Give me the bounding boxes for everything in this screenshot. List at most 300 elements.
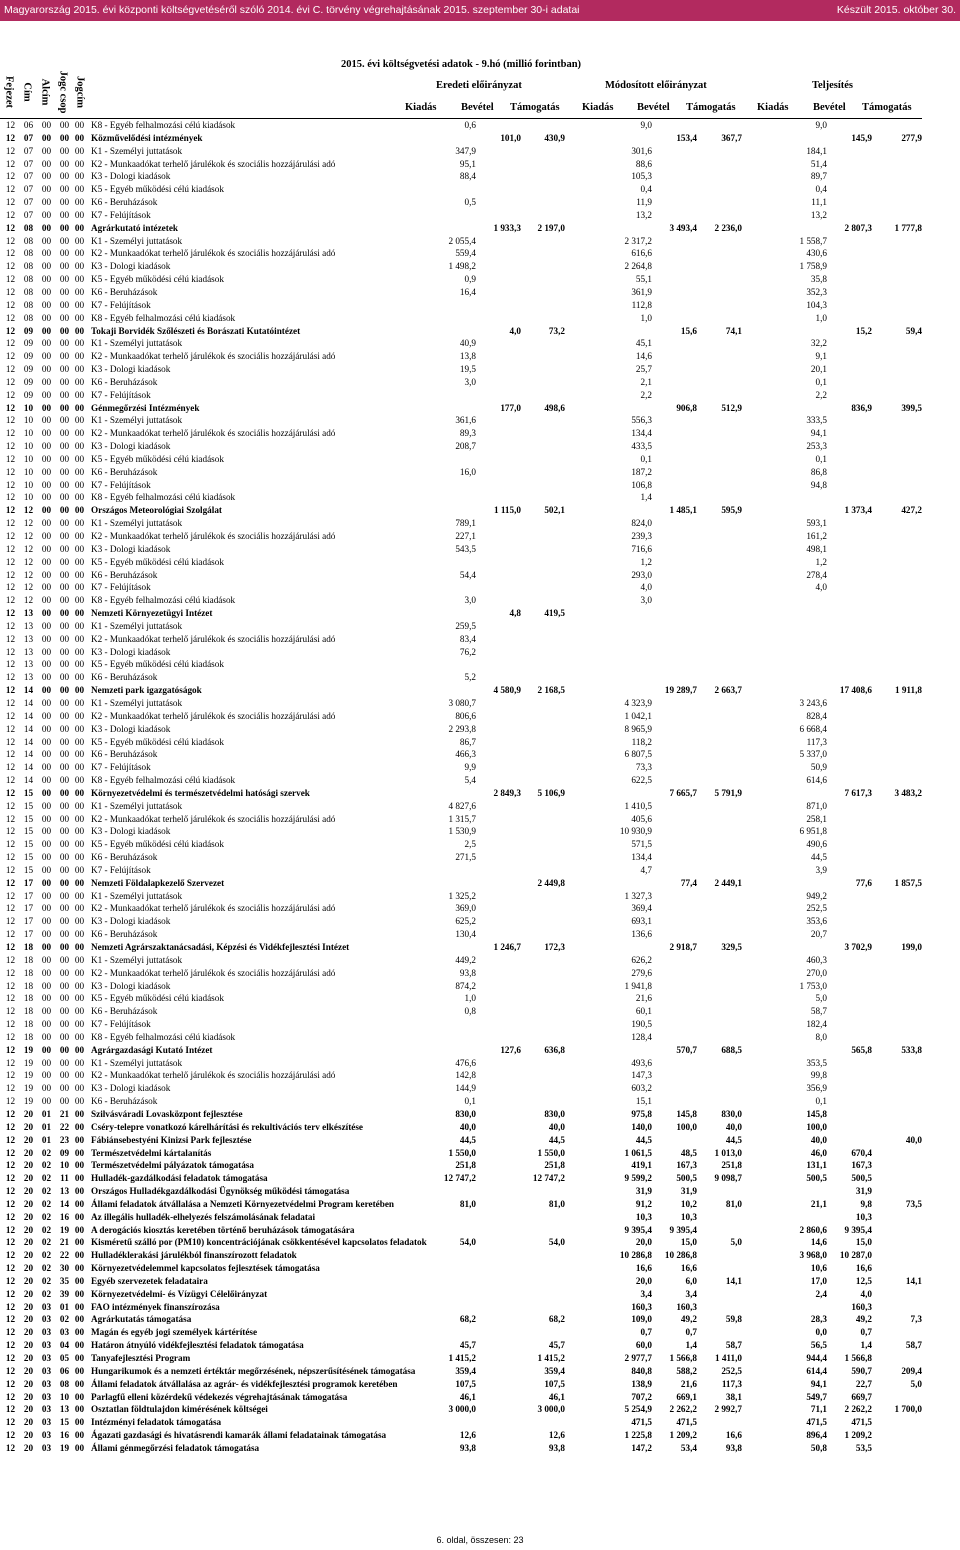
- value-cell: 830,0: [721, 1108, 742, 1119]
- value-cell: 112,8: [631, 299, 652, 310]
- value-cell: 60,0: [635, 1340, 652, 1351]
- code-cell: 09: [23, 376, 34, 387]
- code-cell: 03: [41, 1314, 52, 1325]
- description-cell: Agrárkutató intézetek: [91, 222, 179, 233]
- table-row: [0, 209, 960, 222]
- value-cell: 127,6: [500, 1044, 521, 1055]
- code-cell: 00: [41, 402, 52, 413]
- value-cell: 76,2: [459, 646, 476, 657]
- code-cell: 00: [59, 222, 70, 233]
- code-cell: 00: [74, 1327, 85, 1338]
- report-title: 2015. évi költségvetési adatok - 9.hó (millió forintban): [341, 59, 582, 70]
- value-cell: 2,4: [815, 1288, 827, 1299]
- value-cell: 88,6: [635, 158, 652, 169]
- value-cell: 77,6: [855, 877, 872, 888]
- code-cell: 14: [23, 762, 34, 773]
- table-row: [0, 1108, 960, 1121]
- code-cell: 12: [23, 582, 34, 593]
- code-cell: 00: [74, 145, 85, 156]
- value-cell: 5,0: [730, 1237, 742, 1248]
- code-cell: 12: [5, 531, 16, 541]
- code-cell: 12: [5, 1019, 16, 1030]
- code-cell: 12: [23, 543, 34, 554]
- description-cell: K5 - Egyéb működési célú kiadások: [91, 274, 224, 285]
- code-cell: 00: [74, 929, 85, 940]
- value-cell: 1 061,5: [624, 1147, 652, 1158]
- table-row: [0, 119, 960, 132]
- code-cell: 00: [59, 1096, 70, 1107]
- code-cell: 12: [5, 479, 16, 490]
- code-cell: 00: [59, 1031, 70, 1042]
- code-cell: 12: [5, 389, 16, 400]
- code-cell: 12: [5, 813, 16, 824]
- value-cell: 871,0: [806, 800, 827, 811]
- code-cell: 09: [23, 325, 34, 336]
- code-cell: 02: [59, 1314, 70, 1325]
- value-cell: 130,4: [455, 929, 476, 940]
- code-cell: 18: [23, 1019, 34, 1030]
- value-cell: 32,2: [810, 338, 827, 349]
- code-cell: 20: [23, 1211, 34, 1222]
- code-cell: 00: [59, 441, 70, 452]
- code-cell: 13: [23, 672, 34, 683]
- code-cell: 00: [74, 325, 85, 336]
- value-cell: 4 580,9: [493, 685, 521, 696]
- description-cell: K6 - Beruházások: [91, 1096, 158, 1107]
- table-row: [0, 1057, 960, 1070]
- table-row: [0, 1365, 960, 1378]
- code-cell: 00: [74, 1173, 85, 1184]
- value-cell: 31,9: [855, 1186, 872, 1197]
- code-cell: 12: [23, 569, 34, 580]
- code-cell: 00: [41, 351, 52, 362]
- code-cell: 08: [23, 248, 34, 259]
- table-row: [0, 620, 960, 633]
- value-cell: 590,7: [851, 1365, 872, 1376]
- value-cell: 828,4: [806, 710, 827, 721]
- value-cell: 0,6: [464, 120, 476, 130]
- code-cell: 12: [5, 1353, 16, 1363]
- code-cell: 12: [23, 556, 34, 567]
- code-cell: 00: [59, 967, 70, 978]
- value-cell: 45,7: [548, 1340, 565, 1351]
- code-cell: 00: [74, 813, 85, 824]
- code-cell: 00: [59, 787, 70, 798]
- value-cell: 3,4: [685, 1288, 697, 1299]
- code-cell: 12: [5, 775, 16, 786]
- value-cell: 14,1: [725, 1275, 742, 1286]
- code-cell: 00: [74, 428, 85, 439]
- budget-table: [0, 119, 960, 1455]
- code-cell: 00: [74, 620, 85, 631]
- description-cell: K2 - Munkaadókat terhelő járulékok és szociális hozzájárulási adó: [91, 248, 336, 259]
- value-cell: 1,2: [815, 556, 827, 567]
- description-cell: Nemzeti park igazgatóságok: [91, 685, 202, 696]
- code-cell: 20: [23, 1430, 34, 1441]
- code-cell: 12: [5, 222, 16, 233]
- value-cell: 2 262,2: [669, 1404, 697, 1415]
- value-cell: 430,9: [544, 132, 565, 143]
- code-cell: 12: [5, 1378, 16, 1389]
- code-cell: 12: [5, 197, 16, 208]
- code-cell: 15: [23, 813, 34, 824]
- description-cell: K6 - Beruházások: [91, 672, 158, 683]
- table-row: [0, 440, 960, 453]
- code-cell: 12: [5, 1237, 16, 1248]
- table-row: [0, 1249, 960, 1262]
- value-cell: 10,3: [855, 1211, 872, 1222]
- code-cell: 00: [74, 286, 85, 297]
- description-cell: K7 - Felújítások: [91, 762, 151, 773]
- table-row: [0, 145, 960, 158]
- code-cell: 00: [74, 1263, 85, 1274]
- description-cell: Nemzeti Agrárszaktanácsadási, Képzési és Vidékfejlesztési Intézet: [91, 942, 350, 952]
- code-cell: 00: [74, 505, 85, 516]
- table-row: [0, 453, 960, 466]
- code-cell: 14: [23, 736, 34, 747]
- table-row: [0, 1442, 960, 1455]
- code-cell: 00: [41, 479, 52, 490]
- value-cell: 0,7: [685, 1327, 697, 1338]
- value-cell: 1 857,5: [894, 877, 922, 888]
- table-row: [0, 581, 960, 594]
- code-cell: 09: [23, 364, 34, 375]
- value-cell: 20,1: [810, 364, 827, 375]
- code-cell: 12: [5, 890, 16, 901]
- code-cell: 00: [59, 145, 70, 156]
- code-cell: 12: [5, 209, 16, 220]
- code-cell: 12: [5, 1263, 16, 1274]
- description-cell: K5 - Egyéb működési célú kiadások: [91, 659, 224, 670]
- value-cell: 293,0: [631, 569, 652, 580]
- description-cell: Hulladéklerakási járulékból finanszírozott feladatok: [91, 1250, 297, 1261]
- code-cell: 12: [5, 402, 16, 413]
- value-cell: 0,4: [815, 184, 827, 195]
- subhead-kiadas-2: Kiadás: [582, 102, 614, 113]
- code-cell: 12: [5, 428, 16, 439]
- value-cell: 476,6: [455, 1057, 476, 1068]
- value-cell: 253,3: [806, 441, 827, 452]
- value-cell: 670,4: [851, 1147, 872, 1158]
- table-row: [0, 170, 960, 183]
- value-cell: 460,3: [806, 954, 827, 965]
- code-cell: 12: [5, 685, 16, 696]
- value-cell: 94,1: [810, 428, 827, 439]
- code-cell: 00: [59, 942, 70, 952]
- value-cell: 543,5: [455, 543, 476, 554]
- code-cell: 00: [74, 1198, 85, 1209]
- table-row: [0, 697, 960, 710]
- description-cell: Agrárkutatás támogatása: [91, 1314, 192, 1325]
- value-cell: 4,8: [509, 608, 521, 619]
- value-cell: 0,1: [464, 1096, 476, 1107]
- code-cell: 00: [59, 646, 70, 657]
- value-cell: 369,4: [631, 903, 652, 914]
- value-cell: 16,6: [855, 1263, 872, 1274]
- code-cell: 20: [23, 1391, 34, 1402]
- code-cell: 02: [41, 1237, 52, 1248]
- value-cell: 54,0: [459, 1237, 476, 1248]
- code-cell: 00: [74, 518, 85, 529]
- table-row: [0, 967, 960, 980]
- value-cell: 1,0: [464, 993, 476, 1004]
- code-cell: 00: [74, 1301, 85, 1312]
- value-cell: 1 225,8: [624, 1430, 652, 1441]
- code-cell: 12: [5, 1160, 16, 1171]
- code-cell: 15: [23, 800, 34, 811]
- table-row: [0, 684, 960, 697]
- code-cell: 00: [74, 1442, 85, 1453]
- table-row: [0, 941, 960, 954]
- code-cell: 02: [41, 1173, 52, 1184]
- description-cell: K1 - Személyi juttatások: [91, 800, 183, 811]
- code-cell: 00: [74, 749, 85, 760]
- code-cell: 00: [41, 248, 52, 259]
- code-cell: 00: [41, 158, 52, 169]
- code-cell: 00: [74, 261, 85, 272]
- value-cell: 53,4: [680, 1442, 697, 1453]
- value-cell: 3 493,4: [669, 222, 697, 233]
- description-cell: K2 - Munkaadókat terhelő járulékok és szociális hozzájárulási adó: [91, 531, 336, 541]
- description-cell: Hulladék-gazdálkodási feladatok támogatása: [91, 1173, 268, 1184]
- code-cell: 00: [41, 1006, 52, 1017]
- table-row: [0, 980, 960, 993]
- value-cell: 359,4: [544, 1365, 565, 1376]
- value-cell: 7 665,7: [669, 787, 697, 798]
- code-cell: 00: [41, 672, 52, 683]
- code-cell: 12: [5, 1314, 16, 1325]
- value-cell: 12 747,2: [443, 1173, 476, 1184]
- value-cell: 824,0: [631, 518, 652, 529]
- code-cell: 00: [74, 1083, 85, 1094]
- code-cell: 13: [23, 620, 34, 631]
- value-cell: 1,4: [685, 1340, 697, 1351]
- code-cell: 12: [5, 415, 16, 426]
- code-cell: 20: [23, 1365, 34, 1376]
- code-cell: 13: [23, 646, 34, 657]
- description-cell: Tokaji Borvidék Szőlészeti és Borászati Kutatóintézet: [91, 325, 301, 336]
- value-cell: 2 977,7: [624, 1353, 652, 1363]
- code-cell: 00: [41, 531, 52, 541]
- code-cell: 00: [59, 132, 70, 143]
- value-cell: 1 753,0: [799, 980, 827, 991]
- value-cell: 1,0: [640, 312, 652, 323]
- value-cell: 77,4: [680, 877, 697, 888]
- value-cell: 1 566,8: [844, 1353, 872, 1363]
- code-cell: 00: [59, 864, 70, 875]
- value-cell: 91,2: [635, 1198, 652, 1209]
- value-cell: 15,0: [680, 1237, 697, 1248]
- value-cell: 7,3: [910, 1314, 922, 1325]
- description-cell: Természetvédelmi pályázatok támogatása: [91, 1160, 254, 1171]
- value-cell: 1 758,9: [799, 261, 827, 272]
- code-cell: 00: [74, 852, 85, 863]
- code-cell: 00: [41, 903, 52, 914]
- code-cell: 00: [74, 800, 85, 811]
- description-cell: K3 - Dologi kiadások: [91, 723, 171, 734]
- code-cell: 00: [59, 248, 70, 259]
- code-cell: 00: [41, 505, 52, 516]
- code-cell: 00: [74, 1006, 85, 1017]
- table-row: [0, 389, 960, 402]
- value-cell: 9 395,4: [624, 1224, 652, 1235]
- code-cell: 09: [59, 1147, 70, 1158]
- description-cell: K2 - Munkaadókat terhelő járulékok és szociális hozzájárulási adó: [91, 633, 336, 644]
- table-row: [0, 1069, 960, 1082]
- value-cell: 161,2: [806, 531, 827, 541]
- value-cell: 693,1: [631, 916, 652, 927]
- value-cell: 669,7: [851, 1391, 872, 1402]
- subhead-tamogatas-2: Támogatás: [686, 102, 736, 113]
- description-cell: K2 - Munkaadókat terhelő járulékok és szociális hozzájárulási adó: [91, 710, 336, 721]
- value-cell: 53,5: [855, 1442, 872, 1453]
- code-cell: 03: [41, 1378, 52, 1389]
- description-cell: Közművelődési intézmények: [91, 132, 203, 143]
- code-cell: 13: [23, 633, 34, 644]
- code-cell: 00: [41, 466, 52, 477]
- code-cell: 07: [23, 171, 34, 182]
- value-cell: 9,1: [815, 351, 827, 362]
- value-cell: 10 286,8: [619, 1250, 652, 1261]
- value-cell: 16,4: [459, 286, 476, 297]
- table-row: [0, 813, 960, 826]
- description-cell: Országos Meteorológiai Szolgálat: [91, 505, 222, 516]
- description-cell: K2 - Munkaadókat terhelő járulékok és szociális hozzájárulási adó: [91, 903, 336, 914]
- code-cell: 00: [41, 389, 52, 400]
- code-cell: 00: [41, 1031, 52, 1042]
- value-cell: 3,0: [640, 595, 652, 606]
- code-cell: 12: [5, 877, 16, 888]
- table-row: [0, 1159, 960, 1172]
- code-cell: 13: [23, 659, 34, 670]
- value-cell: 2 860,6: [799, 1224, 827, 1235]
- value-cell: 549,7: [806, 1391, 827, 1402]
- value-cell: 12 747,2: [532, 1173, 565, 1184]
- value-cell: 13,2: [810, 209, 827, 220]
- code-cell: 17: [23, 890, 34, 901]
- code-cell: 00: [41, 518, 52, 529]
- value-cell: 68,2: [548, 1314, 565, 1325]
- code-cell: 20: [23, 1250, 34, 1261]
- code-cell: 00: [41, 633, 52, 644]
- code-cell: 12: [5, 1365, 16, 1376]
- value-cell: 0,0: [815, 1327, 827, 1338]
- value-cell: 94,8: [810, 479, 827, 490]
- value-cell: 498,1: [806, 543, 827, 554]
- code-cell: 00: [41, 1070, 52, 1081]
- code-cell: 07: [23, 158, 34, 169]
- description-cell: K6 - Beruházások: [91, 286, 158, 297]
- code-cell: 00: [74, 479, 85, 490]
- code-cell: 12: [5, 826, 16, 837]
- col-head-alcim: Alcím: [39, 78, 50, 106]
- code-cell: 00: [59, 1044, 70, 1055]
- description-cell: K6 - Beruházások: [91, 929, 158, 940]
- code-cell: 20: [23, 1378, 34, 1389]
- description-cell: K3 - Dologi kiadások: [91, 1083, 171, 1094]
- value-cell: 131,1: [806, 1160, 827, 1171]
- table-row: [0, 504, 960, 517]
- table-row: [0, 1172, 960, 1185]
- description-cell: Környezetvédelmi- és Vízügyi Célelőirányzat: [91, 1288, 268, 1299]
- code-cell: 00: [59, 492, 70, 503]
- value-cell: 94,1: [810, 1378, 827, 1389]
- code-cell: 00: [59, 299, 70, 310]
- description-cell: Szilvásváradi Lovasközpont fejlesztése: [91, 1108, 243, 1119]
- code-cell: 00: [59, 903, 70, 914]
- code-cell: 00: [74, 1250, 85, 1261]
- value-cell: 6 951,8: [799, 826, 827, 837]
- description-cell: K5 - Egyéb működési célú kiadások: [91, 184, 224, 195]
- code-cell: 06: [59, 1365, 70, 1376]
- table-row: [0, 646, 960, 659]
- code-cell: 19: [23, 1057, 34, 1068]
- value-cell: 31,9: [680, 1186, 697, 1197]
- value-cell: 153,4: [676, 132, 697, 143]
- code-cell: 02: [41, 1224, 52, 1235]
- table-row: [0, 312, 960, 325]
- code-cell: 03: [41, 1327, 52, 1338]
- description-cell: Egyéb szervezetek feladataira: [91, 1275, 208, 1286]
- value-cell: 2 663,7: [714, 685, 742, 696]
- code-cell: 00: [59, 543, 70, 554]
- value-cell: 4 323,9: [624, 697, 652, 708]
- code-cell: 00: [41, 543, 52, 554]
- table-row: [0, 1339, 960, 1352]
- code-cell: 00: [41, 595, 52, 606]
- code-cell: 00: [41, 890, 52, 901]
- code-cell: 00: [41, 697, 52, 708]
- description-cell: Természetvédelmi kártalanítás: [91, 1147, 212, 1158]
- code-cell: 00: [74, 697, 85, 708]
- code-cell: 00: [59, 1057, 70, 1068]
- code-cell: 03: [59, 1327, 70, 1338]
- code-cell: 12: [5, 453, 16, 464]
- code-cell: 12: [5, 1083, 16, 1094]
- value-cell: 100,0: [676, 1121, 697, 1132]
- code-cell: 00: [59, 723, 70, 734]
- code-cell: 00: [74, 453, 85, 464]
- code-cell: 00: [59, 736, 70, 747]
- value-cell: 830,0: [544, 1108, 565, 1119]
- description-cell: Állami génmegőrzési feladatok támogatása: [91, 1442, 260, 1453]
- code-cell: 00: [74, 1044, 85, 1055]
- code-cell: 00: [41, 1096, 52, 1107]
- col-head-cim: Cím: [21, 82, 32, 102]
- table-row: [0, 877, 960, 890]
- code-cell: 12: [5, 556, 16, 567]
- value-cell: 184,1: [806, 145, 827, 156]
- code-cell: 00: [59, 672, 70, 683]
- value-cell: 145,8: [806, 1108, 827, 1119]
- code-cell: 30: [59, 1263, 70, 1274]
- value-cell: 8 965,9: [624, 723, 652, 734]
- code-cell: 00: [41, 646, 52, 657]
- code-cell: 16: [59, 1430, 70, 1441]
- code-cell: 00: [59, 710, 70, 721]
- code-cell: 12: [5, 1404, 16, 1415]
- description-cell: K3 - Dologi kiadások: [91, 441, 171, 452]
- value-cell: 208,7: [455, 441, 476, 452]
- table-row: [0, 890, 960, 903]
- table-row: [0, 1416, 960, 1429]
- code-cell: 00: [41, 1044, 52, 1055]
- code-cell: 00: [74, 1237, 85, 1248]
- code-cell: 20: [23, 1417, 34, 1428]
- code-cell: 12: [5, 569, 16, 580]
- value-cell: 1 498,2: [448, 261, 476, 272]
- value-cell: 251,8: [721, 1160, 742, 1171]
